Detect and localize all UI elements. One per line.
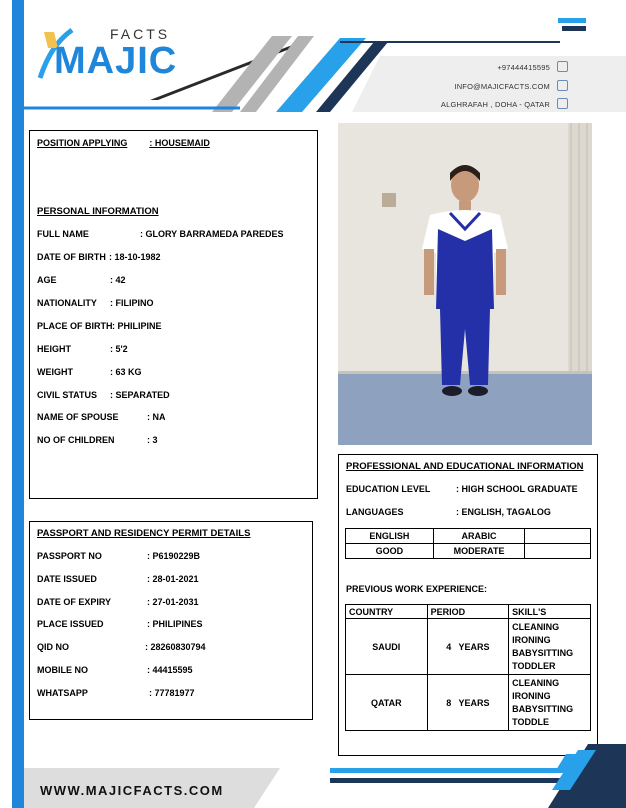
experience-header-country: COUNTRY bbox=[346, 605, 428, 619]
passport-label-place: PLACE ISSUED bbox=[37, 619, 104, 629]
passport-value-place: : PHILIPINES bbox=[147, 619, 203, 629]
skill-item: CLEANING bbox=[512, 677, 560, 688]
language-cell: ARABIC bbox=[433, 529, 525, 544]
skill-item: CLEANING bbox=[512, 621, 560, 632]
logo-big-text: MAJIC bbox=[54, 40, 178, 82]
contact-address: ALGHRAFAH , DOHA - QATAR bbox=[440, 100, 550, 109]
personal-label-full-name: FULL NAME bbox=[37, 229, 89, 239]
personal-value-dob: : 18-10-1982 bbox=[109, 252, 161, 262]
experience-skills bbox=[509, 619, 591, 675]
experience-country: QATAR bbox=[346, 675, 428, 731]
contact-email: INFO@MAJICFACTS.COM bbox=[454, 82, 550, 91]
experience-header-skills: SKILL'S bbox=[509, 605, 591, 619]
experience-row bbox=[346, 619, 591, 675]
personal-label-civil-status: CIVIL STATUS bbox=[37, 390, 98, 400]
logo bbox=[32, 22, 192, 86]
footer-website-link[interactable]: WWW.MAJICFACTS.COM bbox=[40, 783, 224, 798]
languages-label: LANGUAGES bbox=[346, 507, 404, 517]
languages-value: : ENGLISH, TAGALOG bbox=[456, 507, 551, 517]
skill-item: BABYSITTING bbox=[512, 703, 574, 714]
professional-heading: PROFESSIONAL AND EDUCATIONAL INFORMATION bbox=[346, 461, 584, 472]
passport-value-qid: : 28260830794 bbox=[145, 642, 206, 652]
passport-value-mobile: : 44415595 bbox=[147, 665, 193, 675]
passport-value-expiry: : 27-01-2031 bbox=[147, 597, 199, 607]
personal-label-age: AGE bbox=[37, 275, 57, 285]
experience-row bbox=[346, 675, 591, 731]
experience-header-row bbox=[346, 605, 591, 619]
level-cell: GOOD bbox=[346, 544, 434, 559]
passport-label-no: PASSPORT NO bbox=[37, 551, 102, 561]
location-icon bbox=[557, 98, 568, 109]
passport-heading: PASSPORT AND RESIDENCY PERMIT DETAILS bbox=[37, 528, 251, 539]
education-value: : HIGH SCHOOL GRADUATE bbox=[456, 484, 578, 494]
personal-value-nationality: : FILIPINO bbox=[110, 298, 154, 308]
personal-value-pob: : PHILIPINE bbox=[112, 321, 162, 331]
personal-heading: PERSONAL INFORMATION bbox=[37, 206, 159, 217]
level-cell: MODERATE bbox=[433, 544, 525, 559]
personal-label-height: HEIGHT bbox=[37, 344, 72, 354]
passport-label-whatsapp: WHATSAPP bbox=[37, 688, 88, 698]
skill-item: IRONING bbox=[512, 690, 551, 701]
personal-label-nationality: NATIONALITY bbox=[37, 298, 97, 308]
experience-period: 4 YEARS bbox=[427, 619, 509, 675]
passport-value-date-issued: : 28-01-2021 bbox=[147, 574, 199, 584]
personal-value-spouse: : NA bbox=[147, 412, 166, 422]
personal-value-children: : 3 bbox=[147, 435, 158, 445]
passport-label-expiry: DATE OF EXPIRY bbox=[37, 597, 112, 607]
logo-small-text: FACTS bbox=[110, 26, 171, 42]
personal-value-height: : 5'2 bbox=[110, 344, 128, 354]
experience-header-period: PERIOD bbox=[427, 605, 509, 619]
experience-heading: PREVIOUS WORK EXPERIENCE: bbox=[346, 584, 488, 594]
personal-value-age: : 42 bbox=[110, 275, 126, 285]
experience-skills bbox=[509, 675, 591, 731]
position-label: POSITION APPLYING : HOUSEMAID bbox=[37, 138, 210, 148]
passport-label-date-issued: DATE ISSUED bbox=[37, 574, 97, 584]
personal-value-weight: : 63 KG bbox=[110, 367, 142, 377]
personal-label-pob: PLACE OF BIRTH bbox=[37, 321, 113, 331]
personal-label-dob: DATE OF BIRTH bbox=[37, 252, 106, 262]
education-label: EDUCATION LEVEL bbox=[346, 484, 431, 494]
experience-country: SAUDI bbox=[346, 619, 428, 675]
language-row bbox=[346, 529, 591, 544]
passport-value-no: : P6190229B bbox=[147, 551, 201, 561]
passport-label-mobile: MOBILE NO bbox=[37, 665, 88, 675]
experience-period: 8 YEARS bbox=[427, 675, 509, 731]
contact-phone: +97444415595 bbox=[497, 63, 550, 72]
skill-item: IRONING bbox=[512, 634, 551, 645]
email-icon bbox=[557, 80, 568, 91]
personal-value-civil-status: : SEPARATED bbox=[110, 390, 170, 400]
personal-label-spouse: NAME OF SPOUSE bbox=[37, 412, 119, 422]
candidate-photo-image bbox=[338, 123, 592, 445]
position-value: : HOUSEMAID bbox=[149, 138, 210, 148]
candidate-photo bbox=[338, 123, 592, 445]
personal-label-weight: WEIGHT bbox=[37, 367, 73, 377]
level-row bbox=[346, 544, 591, 559]
passport-label-qid: QID NO bbox=[37, 642, 70, 652]
passport-value-whatsapp: : 77781977 bbox=[149, 688, 195, 698]
experience-table bbox=[345, 604, 591, 731]
skill-item: TODDLER bbox=[512, 660, 556, 671]
language-cell bbox=[525, 529, 591, 544]
personal-value-full-name: : GLORY BARRAMEDA PAREDES bbox=[140, 229, 284, 239]
skill-item: TODDLE bbox=[512, 716, 550, 727]
personal-label-children: NO OF CHILDREN bbox=[37, 435, 115, 445]
level-cell bbox=[525, 544, 591, 559]
phone-icon bbox=[557, 61, 568, 72]
language-table bbox=[345, 528, 591, 559]
language-cell: ENGLISH bbox=[346, 529, 434, 544]
left-accent-bar bbox=[12, 0, 24, 808]
skill-item: BABYSITTING bbox=[512, 647, 574, 658]
